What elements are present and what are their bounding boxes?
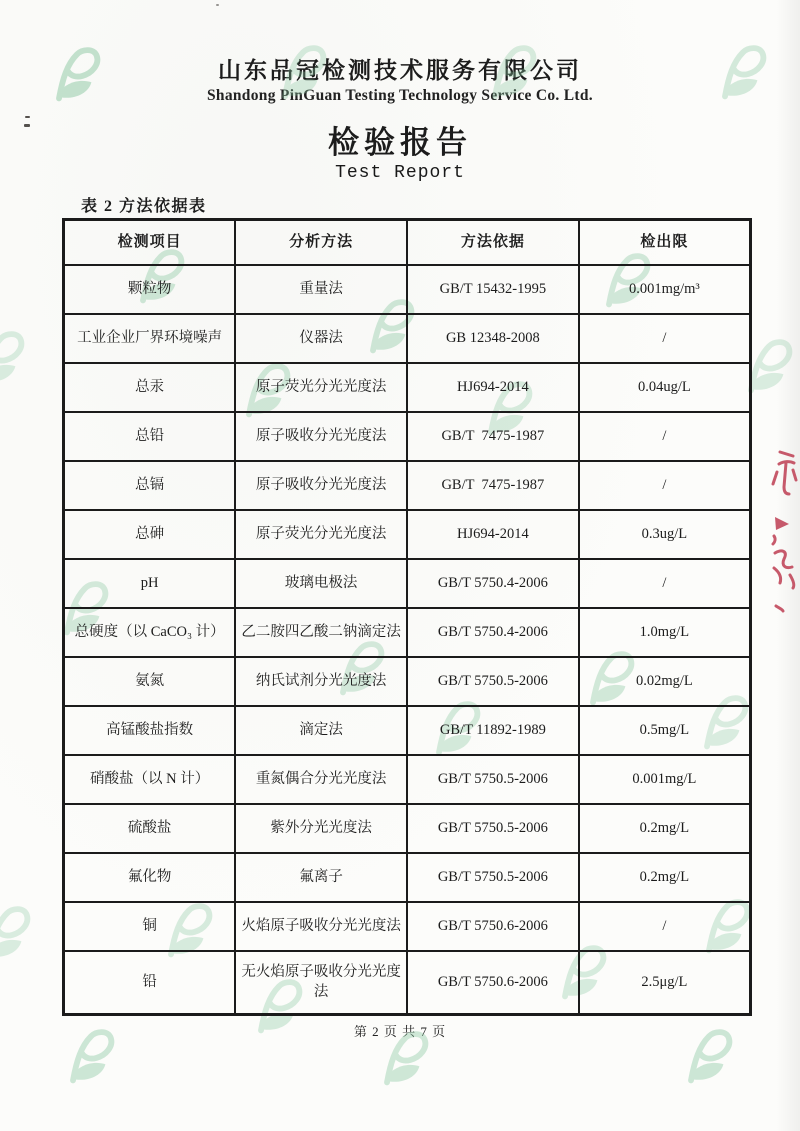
table-cell: 0.3ug/L — [579, 510, 751, 559]
table-cell: GB/T 7475-1987 — [407, 461, 579, 510]
table-cell: 0.5mg/L — [579, 706, 751, 755]
table-cell: 总砷 — [64, 510, 236, 559]
table-cell: GB/T 5750.4-2006 — [407, 559, 579, 608]
table-cell: / — [579, 559, 751, 608]
table-cell: GB/T 5750.5-2006 — [407, 804, 579, 853]
table-cell: 氟离子 — [235, 853, 407, 902]
red-ink-marks-icon — [755, 425, 800, 640]
table-cell: pH — [64, 559, 236, 608]
table-row — [64, 510, 751, 559]
column-header-analysis-method: 分析方法 — [235, 220, 407, 266]
brand-watermark-icon — [486, 44, 540, 102]
table-cell: 颗粒物 — [64, 265, 236, 314]
table-cell: 氨氮 — [64, 657, 236, 706]
table-cell: 1.0mg/L — [579, 608, 751, 657]
table-header-row — [64, 220, 751, 266]
table-row — [64, 804, 751, 853]
table-cell: GB/T 11892-1989 — [407, 706, 579, 755]
table-cell: 纳氏试剂分光光度法 — [235, 657, 407, 706]
table-cell: 紫外分光光度法 — [235, 804, 407, 853]
scan-speck — [216, 4, 219, 6]
scan-speck — [25, 116, 30, 118]
table-header — [64, 220, 751, 266]
table-cell: 滴定法 — [235, 706, 407, 755]
column-header-test-item: 检测项目 — [64, 220, 236, 266]
report-title-cn: 检验报告 — [328, 125, 472, 160]
table-row — [64, 706, 751, 755]
table-cell: 重氮偶合分光光度法 — [235, 755, 407, 804]
table-cell: GB/T 5750.5-2006 — [407, 853, 579, 902]
table-cell: 重量法 — [235, 265, 407, 314]
table-row — [64, 559, 751, 608]
table-row — [64, 902, 751, 951]
table-cell: GB/T 5750.6-2006 — [407, 951, 579, 1015]
table-cell: 0.001mg/m³ — [579, 265, 751, 314]
brand-watermark-icon — [378, 1030, 432, 1088]
methods-table — [62, 218, 752, 1016]
table-cell: 乙二胺四乙酸二钠滴定法 — [235, 608, 407, 657]
table-cell: / — [579, 412, 751, 461]
methods-table-body — [64, 265, 751, 1015]
table-cell: 高锰酸盐指数 — [64, 706, 236, 755]
company-name-en: Shandong PinGuan Testing Technology Service Co. Ltd. — [207, 87, 593, 104]
page-number-indicator: 第 2 页 共 7 页 — [353, 1024, 447, 1039]
table-cell: 总镉 — [64, 461, 236, 510]
brand-watermark-icon — [276, 44, 330, 102]
brand-watermark-icon — [0, 330, 28, 388]
table-row — [64, 657, 751, 706]
table-cell: 工业企业厂界环境噪声 — [64, 314, 236, 363]
table-cell: 铜 — [64, 902, 236, 951]
table-cell: 总铅 — [64, 412, 236, 461]
table-cell: / — [579, 461, 751, 510]
table-cell: 火焰原子吸收分光光度法 — [235, 902, 407, 951]
table-row — [64, 461, 751, 510]
table-cell: 总汞 — [64, 363, 236, 412]
table-cell: GB 12348-2008 — [407, 314, 579, 363]
table-row — [64, 412, 751, 461]
column-header-detection-limit: 检出限 — [579, 220, 751, 266]
table-cell: 0.02mg/L — [579, 657, 751, 706]
table-cell: 2.5μg/L — [579, 951, 751, 1015]
table-cell: GB/T 5750.5-2006 — [407, 755, 579, 804]
brand-watermark-icon — [682, 1028, 736, 1086]
brand-watermark-icon — [716, 44, 770, 102]
table-cell: GB/T 5750.6-2006 — [407, 902, 579, 951]
table-cell: / — [579, 314, 751, 363]
table-cell: 原子吸收分光光度法 — [235, 412, 407, 461]
table-cell: 硝酸盐（以 N 计） — [64, 755, 236, 804]
table-cell: GB/T 5750.5-2006 — [407, 657, 579, 706]
company-name-cn: 山东品冠检测技术服务有限公司 — [218, 58, 582, 83]
table-row — [64, 363, 751, 412]
column-header-method-basis: 方法依据 — [407, 220, 579, 266]
table-cell: GB/T 7475-1987 — [407, 412, 579, 461]
table-cell: 总硬度（以 CaCO₃ 计） — [64, 608, 236, 657]
table-cell: HJ694-2014 — [407, 510, 579, 559]
table-cell: 0.001mg/L — [579, 755, 751, 804]
report-title-en: Test Report — [335, 163, 465, 183]
table-row — [64, 265, 751, 314]
table-row — [64, 314, 751, 363]
table-cell: HJ694-2014 — [407, 363, 579, 412]
table-row — [64, 853, 751, 902]
table-cell: 原子荧光分光光度法 — [235, 510, 407, 559]
table-cell: 0.04ug/L — [579, 363, 751, 412]
brand-watermark-icon — [50, 46, 104, 104]
brand-watermark-icon — [64, 1028, 118, 1086]
table-cell: GB/T 5750.4-2006 — [407, 608, 579, 657]
table-cell: 氟化物 — [64, 853, 236, 902]
table-cell: 玻璃电极法 — [235, 559, 407, 608]
table-cell: 原子荧光分光光度法 — [235, 363, 407, 412]
table-cell: 0.2mg/L — [579, 853, 751, 902]
table-cell: 原子吸收分光光度法 — [235, 461, 407, 510]
table-row — [64, 951, 751, 1015]
table-row — [64, 608, 751, 657]
table-cell: 仪器法 — [235, 314, 407, 363]
table-cell: / — [579, 902, 751, 951]
brand-watermark-icon — [0, 905, 34, 963]
table-caption: 表 2 方法依据表 — [81, 198, 207, 215]
scan-speck — [24, 124, 30, 127]
table-cell: GB/T 15432-1995 — [407, 265, 579, 314]
table-row — [64, 755, 751, 804]
table-cell: 硫酸盐 — [64, 804, 236, 853]
table-cell: 铅 — [64, 951, 236, 1015]
table-cell: 0.2mg/L — [579, 804, 751, 853]
table-cell: 无火焰原子吸收分光光度法 — [235, 951, 407, 1015]
